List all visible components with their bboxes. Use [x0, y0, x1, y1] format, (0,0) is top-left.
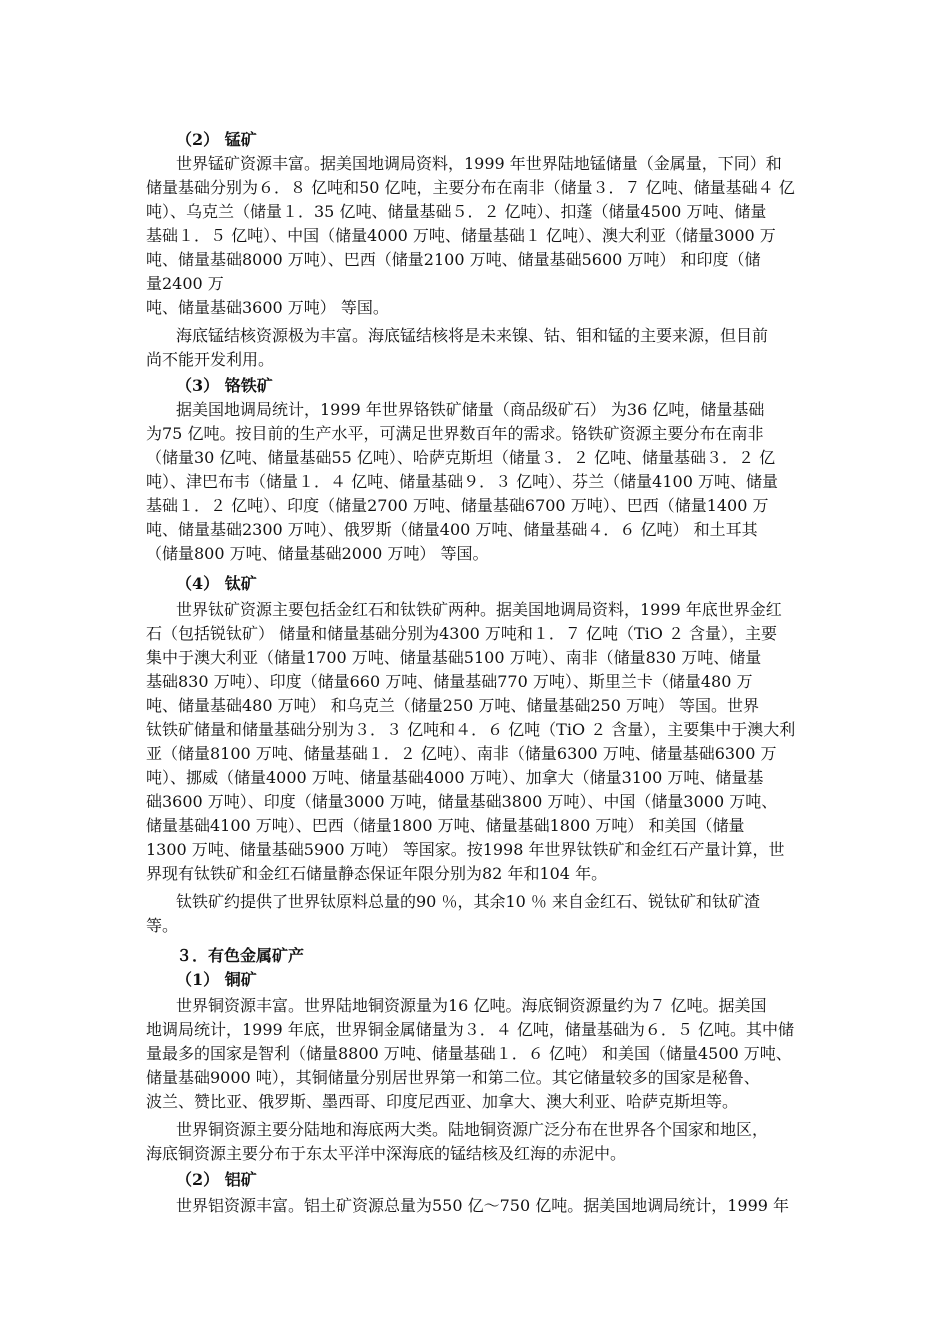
- text-line: 界现有钛铁矿和金红石储量静态保证年限分别为82 年和104 年。: [146, 864, 608, 883]
- text-line: 吨）、挪威（储量4000 万吨、储量基础4000 万吨）、加拿大（储量3100 万吨、储量基: [146, 768, 764, 787]
- text-line: 尚不能开发利用。: [146, 350, 275, 369]
- text-line: 吨、储量基础8000 万吨）、巴西（储量2100 万吨、储量基础5600 万吨） 和印度（储: [146, 250, 761, 269]
- text-line: 吨、储量基础2300 万吨）、俄罗斯（储量400 万吨、储量基础４．６ 亿吨） 和土耳其: [146, 520, 758, 539]
- text-line: 储量基础4100 万吨）、巴西（储量1800 万吨、储量基础1800 万吨） 和美国（储量: [146, 816, 745, 835]
- text-line: 世界铝资源丰富。铝土矿资源总量为550 亿～750 亿吨。据美国地调局统计，1999 年: [176, 1196, 790, 1215]
- text-line: 为75 亿吨。按目前的生产水平，可满足世界数百年的需求。铬铁矿资源主要分布在南非: [146, 424, 764, 443]
- text-line: 吨、储量基础3600 万吨） 等国。: [146, 298, 389, 317]
- text-line: 等。: [146, 916, 179, 935]
- text-line: 据美国地调局统计，1999 年世界铬铁矿储量（商品级矿石） 为36 亿吨，储量基础: [176, 400, 765, 419]
- text-line: 世界钛矿资源主要包括金红石和钛铁矿两种。据美国地调局资料，1999 年底世界金红: [176, 600, 782, 619]
- text-line: 1300 万吨、储量基础5900 万吨） 等国家。按1998 年世界钛铁矿和金红石产量计算，世: [146, 840, 785, 859]
- heading-titanium: （4） 钛矿: [176, 574, 257, 593]
- text-line: 储量基础分别为６．８ 亿吨和50 亿吨，主要分布在南非（储量３．７ 亿吨、储量基础４ 亿: [146, 178, 795, 197]
- text-line: 世界铜资源主要分陆地和海底两大类。陆地铜资源广泛分布在世界各个国家和地区，: [176, 1120, 769, 1139]
- text-line: （储量30 亿吨、储量基础55 亿吨）、哈萨克斯坦（储量３．２ 亿吨、储量基础３．２ 亿: [146, 448, 776, 467]
- text-line: 钛铁矿储量和储量基础分别为３．３ 亿吨和４．６ 亿吨（TiO ２ 含量），主要集中于澳大利: [146, 720, 796, 739]
- text-line: 钛铁矿约提供了世界钛原料总量的90 ％，其余10 ％ 来自金红石、锐钛矿和钛矿渣: [176, 892, 760, 911]
- text-line: 石（包括锐钛矿） 储量和储量基础分别为4300 万吨和１．７ 亿吨（TiO ２ 含量），主要: [146, 624, 778, 643]
- text-line: 亚（储量8100 万吨、储量基础１．２ 亿吨）、南非（储量6300 万吨、储量基础6300 万: [146, 744, 777, 763]
- heading-aluminum: （2） 铝矿: [176, 1170, 257, 1189]
- text-line: 础3600 万吨）、印度（储量3000 万吨，储量基础3800 万吨）、中国（储量3000 万吨、: [146, 792, 778, 811]
- text-line: 吨）、津巴布韦（储量１．４ 亿吨、储量基础９．３ 亿吨）、芬兰（储量4100 万吨、储量: [146, 472, 778, 491]
- text-line: 量最多的国家是智利（储量8800 万吨、储量基础１．６ 亿吨） 和美国（储量4500 万吨、: [146, 1044, 792, 1063]
- text-line: 地调局统计，1999 年底，世界铜金属储量为３．４ 亿吨，储量基础为６．５ 亿吨。其中储: [146, 1020, 794, 1039]
- heading-manganese: （2） 锰矿: [176, 130, 257, 149]
- heading-chromite: （3） 铬铁矿: [176, 376, 273, 395]
- text-line: 海底铜资源主要分布于东太平洋中深海底的锰结核及红海的赤泥中。: [146, 1144, 627, 1163]
- text-line: 世界铜资源丰富。世界陆地铜资源量为16 亿吨。海底铜资源量约为７ 亿吨。据美国: [176, 996, 767, 1015]
- text-line: 海底锰结核资源极为丰富。海底锰结核将是未来镍、钴、钼和锰的主要来源，但目前: [176, 326, 769, 345]
- text-line: 基础１．２ 亿吨）、印度（储量2700 万吨、储量基础6700 万吨）、巴西（储量1400 万: [146, 496, 769, 515]
- text-line: 波兰、赞比亚、俄罗斯、墨西哥、印度尼西亚、加拿大、澳大利亚、哈萨克斯坦等。: [146, 1092, 739, 1111]
- text-line: 基础830 万吨）、印度（储量660 万吨、储量基础770 万吨）、斯里兰卡（储量480 万: [146, 672, 753, 691]
- text-line: 集中于澳大利亚（储量1700 万吨、储量基础5100 万吨）、南非（储量830 万吨、储量: [146, 648, 762, 667]
- text-line: 基础１．５ 亿吨）、中国（储量4000 万吨、储量基础１ 亿吨）、澳大利亚（储量3000 万: [146, 226, 776, 245]
- text-line: 吨、储量基础480 万吨） 和乌克兰（储量250 万吨、储量基础250 万吨） 等国。世界: [146, 696, 760, 715]
- text-line: 吨）、乌克兰（储量１．35 亿吨、储量基础５．２ 亿吨）、扣蓬（储量4500 万吨、储量: [146, 202, 767, 221]
- text-line: 世界锰矿资源丰富。据美国地调局资料，1999 年世界陆地锰储量（金属量，下同）和: [176, 154, 782, 173]
- heading-nonferrous: ３．有色金属矿产: [176, 946, 305, 965]
- text-line: 量2400 万: [146, 274, 224, 293]
- text-line: （储量800 万吨、储量基础2000 万吨） 等国。: [146, 544, 489, 563]
- text-line: 储量基础9000 吨），其铜储量分别居世界第一和第二位。其它储量较多的国家是秘鲁、: [146, 1068, 760, 1087]
- heading-copper: （1） 铜矿: [176, 970, 257, 989]
